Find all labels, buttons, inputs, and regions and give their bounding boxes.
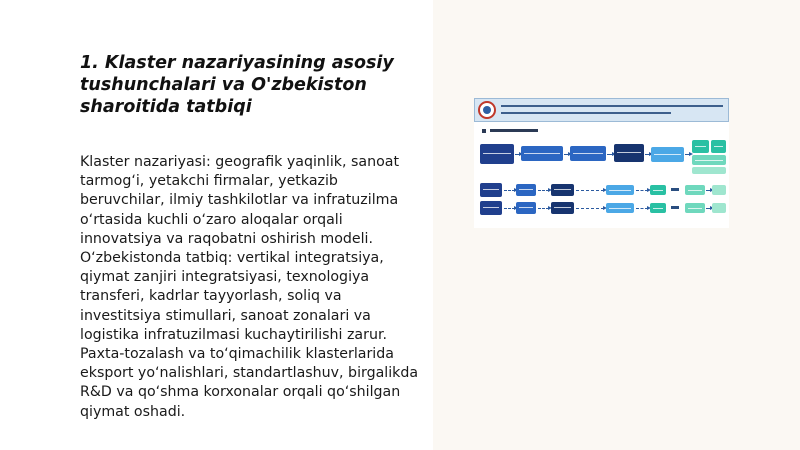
cluster-diagram-image <box>474 98 729 228</box>
diagram-box <box>516 184 536 196</box>
diagram-box <box>685 185 705 195</box>
diagram-arrow <box>576 208 604 209</box>
slide-body-text: Klaster nazariyasi: geografik yaqinlik, sanoat tarmog‘i, yetakchi firmalar, yetkazib beruvchilar, ilmiy tashkilotlar va infratuzilma o‘rtasida kuchli o‘zaro aloqalar orqali innovatsiya va raqobatni oshirish modeli. O‘zbekistonda tatbiq: vertikal integratsiya, qiymat zanjiri integratsiyasi, texnologiya transferi, kadrlar tayyorlash, soliq va investitsiya stimullari, sanoat zonalari va logistika infratuzilmasi kuchaytirilishi zarur. Paxta-tozalash va to‘qimachilik klasterlarida eksport yo‘nalishlari, standartlashuv, birgalikda R&D va qo‘shma korxonalar orqali qo‘shilgan qiymat oshadi. <box>80 154 419 420</box>
diagram-arrow <box>636 190 648 191</box>
diagram-box <box>480 144 514 164</box>
diagram-arrow <box>645 154 650 155</box>
diagram-bullet <box>482 129 486 133</box>
diagram-box <box>551 184 574 196</box>
diagram-box <box>692 167 726 174</box>
diagram-arrow <box>706 190 711 191</box>
diagram-box <box>480 183 502 197</box>
diagram-arrow <box>564 154 569 155</box>
diagram-arrow <box>538 190 549 191</box>
diagram-header-line <box>501 105 723 107</box>
diagram-subtitle-line <box>490 129 538 132</box>
diagram-arrow <box>576 190 604 191</box>
diagram-arrow <box>607 154 613 155</box>
diagram-arrow <box>685 154 690 155</box>
diagram-box <box>516 202 536 214</box>
diagram-box <box>480 201 502 215</box>
diagram-arrow <box>515 154 520 155</box>
diagram-box <box>521 146 563 161</box>
diagram-box <box>570 146 606 161</box>
diagram-box <box>650 203 666 213</box>
diagram-box <box>650 185 666 195</box>
diagram-arrow <box>504 190 515 191</box>
diagram-box <box>711 140 726 153</box>
diagram-box <box>685 203 705 213</box>
diagram-mark <box>671 188 679 191</box>
diagram-arrow <box>504 208 515 209</box>
diagram-arrow <box>538 208 549 209</box>
diagram-box <box>692 155 726 165</box>
diagram-header <box>474 98 729 122</box>
diagram-arrow <box>636 208 648 209</box>
diagram-box <box>606 185 634 195</box>
diagram-box <box>614 144 644 162</box>
slide-title: 1. Klaster nazariyasining asosiy tushunchalari va O'zbekiston sharoitida tatbiqi <box>80 53 394 117</box>
emblem-logo <box>478 101 496 119</box>
diagram-box <box>712 185 726 195</box>
diagram-box <box>712 203 726 213</box>
diagram-box <box>692 140 709 153</box>
diagram-box <box>551 202 574 214</box>
diagram-mark <box>671 206 679 209</box>
diagram-box <box>606 203 634 213</box>
diagram-box <box>651 147 684 162</box>
diagram-arrow <box>706 208 711 209</box>
diagram-header-line <box>501 112 671 114</box>
